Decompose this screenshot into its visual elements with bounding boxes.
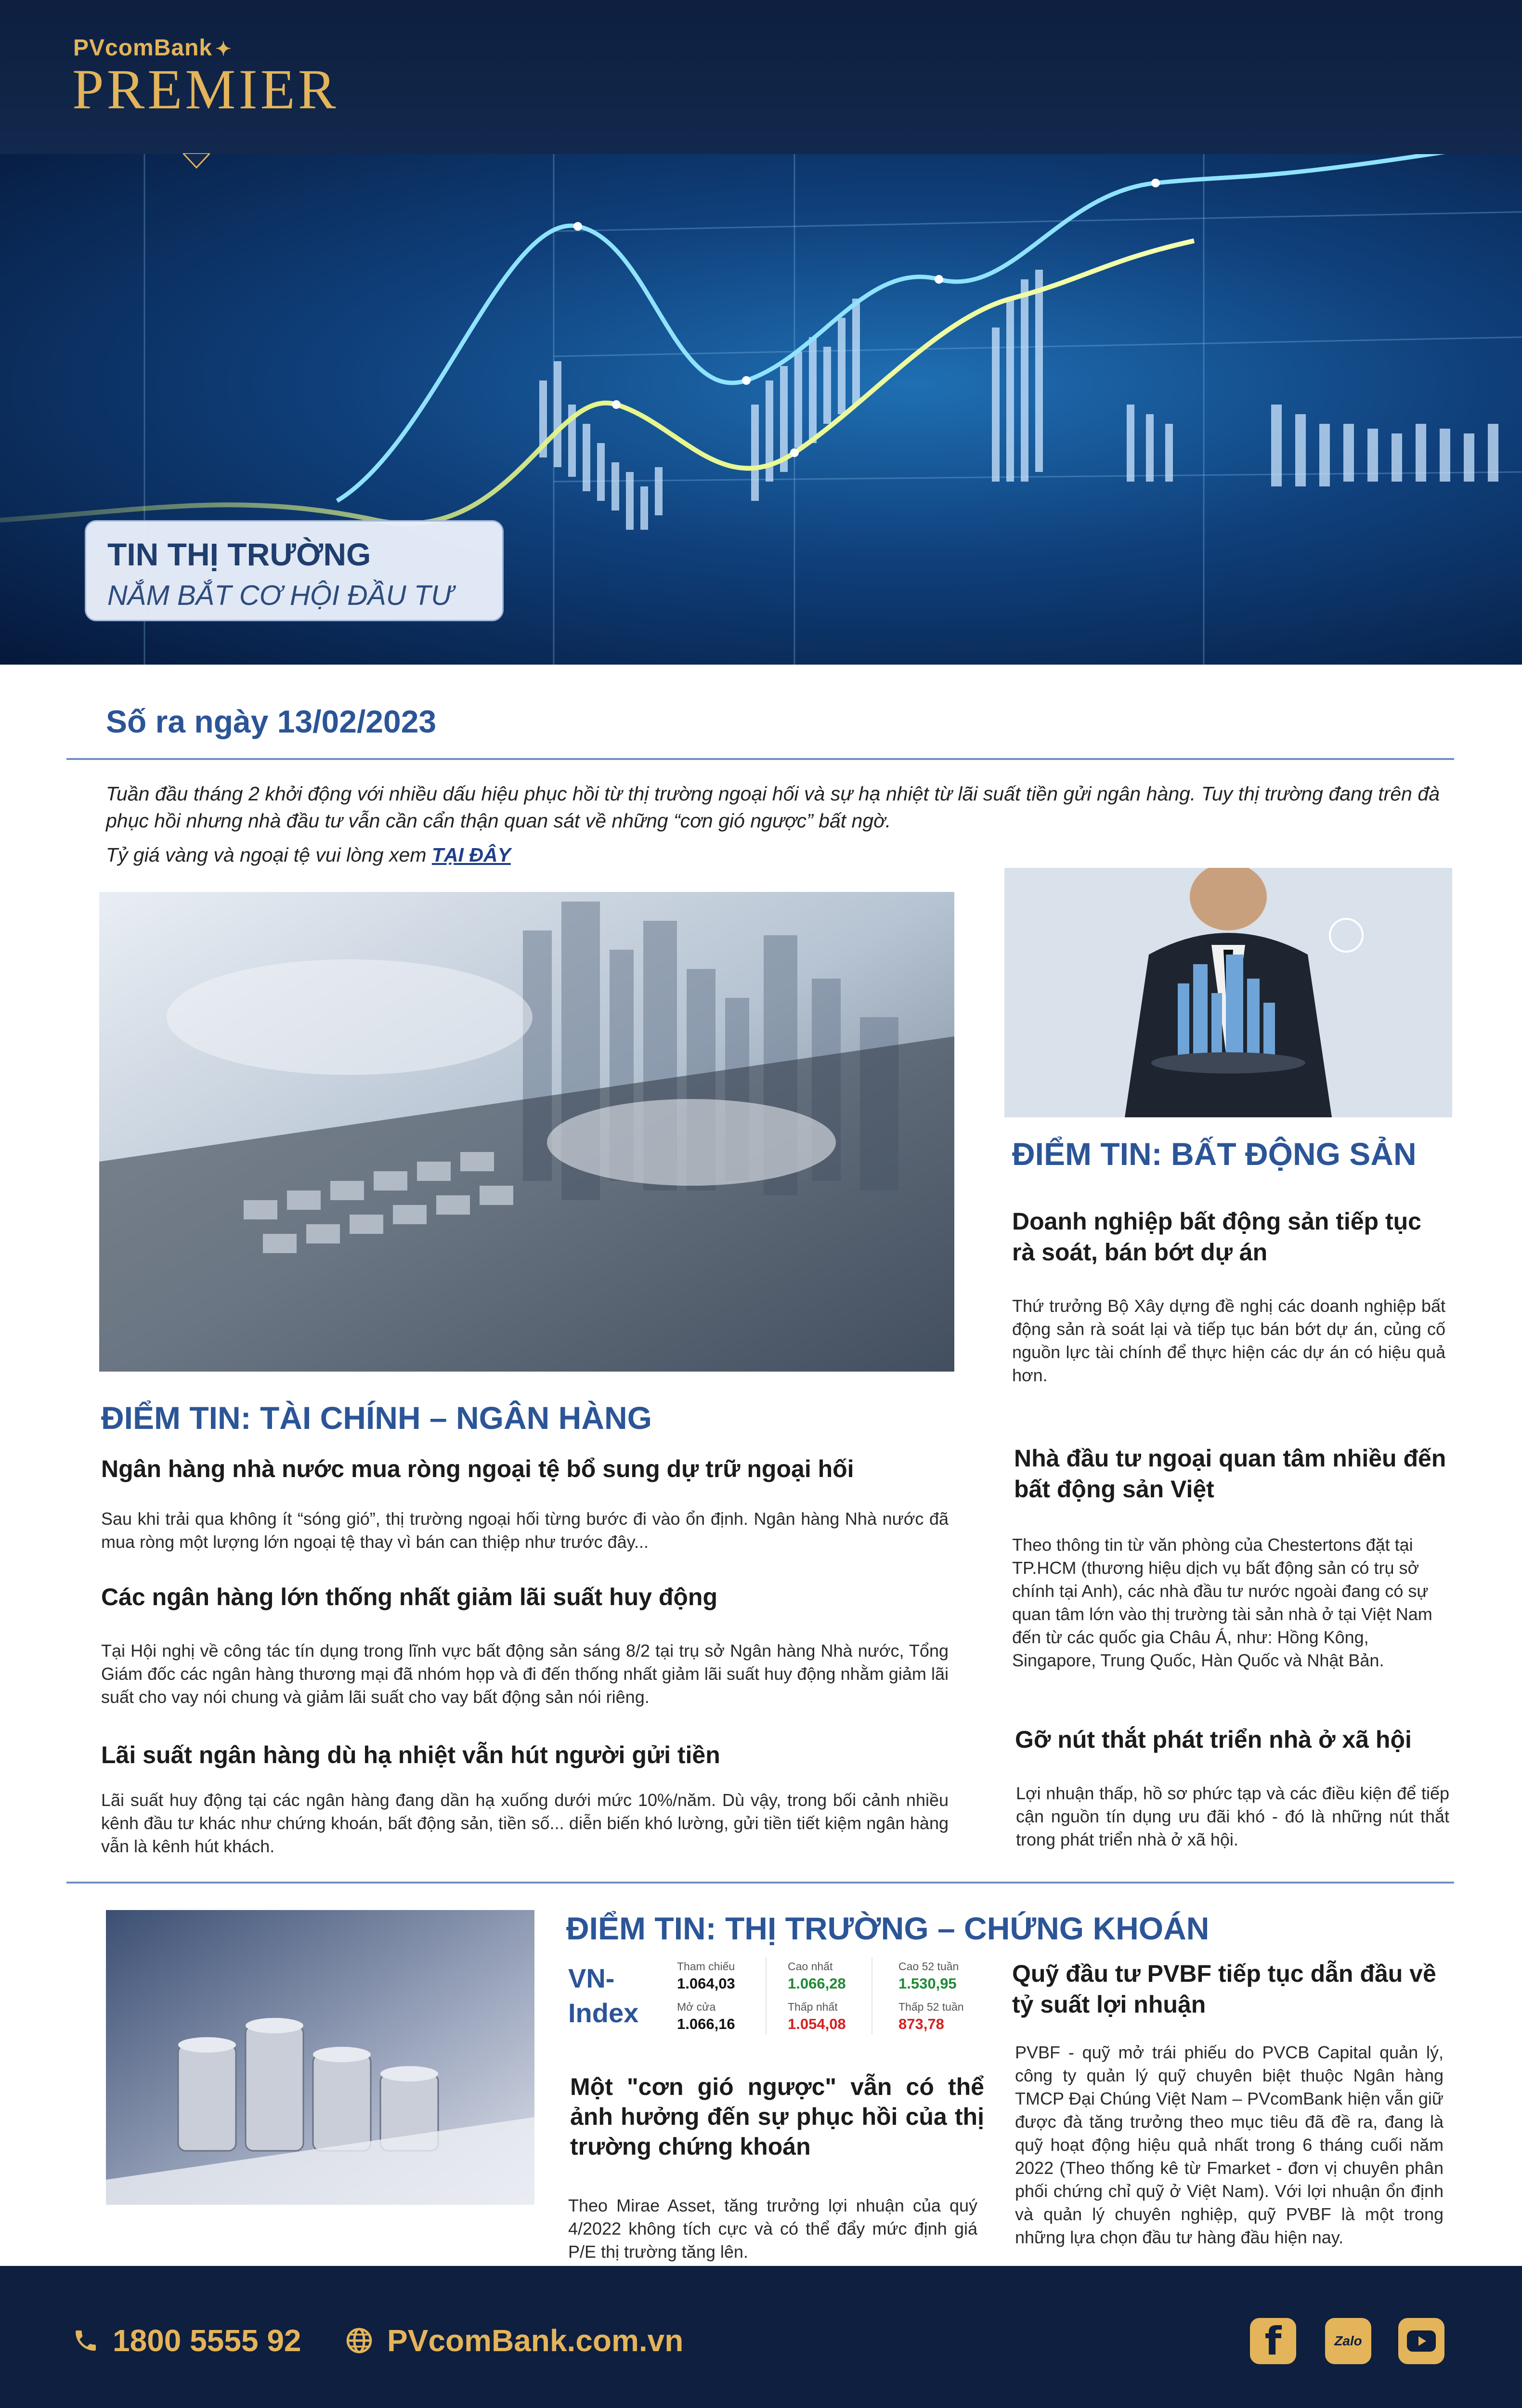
vn-value: 1.066,16 xyxy=(677,2015,735,2032)
globe-icon xyxy=(345,2326,374,2355)
vn-label: Cao 52 tuần xyxy=(898,1960,959,1973)
header-bar xyxy=(0,0,1522,154)
article-body: Tại Hội nghị về công tác tín dụng trong lĩnh vực bất động sản sáng 8/2 tại trụ sở Ngân hàng Nhà nước, Tổng Giám đốc các ngân hàng thương mại đã nhóm họp và đi đến thống nhất giảm lãi suất huy động nhằm giảm lãi suất cho vay nói chung và giảm lãi suất cho vay bất động sản nói riêng. xyxy=(101,1641,949,1707)
divider xyxy=(66,1882,1454,1884)
rate-link[interactable]: TẠI ĐÂY xyxy=(431,844,511,866)
hero-subtitle: NẮM BẮT CƠ HỘI ĐẦU TƯ xyxy=(107,580,454,611)
vn-value: 1.054,08 xyxy=(788,2015,846,2032)
star-icon: ✦ xyxy=(215,39,232,60)
article-title[interactable]: Một "cơn gió ngược" vẫn có thể ảnh hưởng đến sự phục hồi của thị trường chứng khoán xyxy=(570,2073,984,2160)
brand-small-text: PVcomBank xyxy=(73,35,213,61)
rate-line xyxy=(106,844,511,866)
divider xyxy=(66,758,1454,760)
article-title[interactable]: Gỡ nút thắt phát triển nhà ở xã hội xyxy=(1015,1726,1412,1753)
article-title[interactable]: Quỹ đầu tư PVBF tiếp tục dẫn đầu về tỷ suất lợi nhuận xyxy=(1012,1960,1436,2018)
article-title[interactable]: Nhà đầu tư ngoại quan tâm nhiều đến bất động sản Việt xyxy=(1014,1445,1446,1503)
vnindex-label-line2: Index xyxy=(568,1998,639,2028)
youtube-icon[interactable] xyxy=(1398,2318,1444,2364)
vn-value: 873,78 xyxy=(898,2015,944,2032)
intro-paragraph: Tuần đầu tháng 2 khởi động với nhiều dấu hiệu phục hồi từ thị trường ngoại hối và sự hạ nhiệt từ lãi suất tiền gửi ngân hàng. Tuy thị trường đang trên đà phục hồi nhưng nhà đầu tư vẫn cần cẩn thận quan sát về những “cơn gió ngược” bất ngờ. xyxy=(106,783,1440,832)
article-body: Theo Mirae Asset, tăng trưởng lợi nhuận của quý 4/2022 không tích cực và có thể đẩy mức định giá P/E thị trường tăng lên. xyxy=(568,2196,977,2262)
vn-cell-low52 xyxy=(898,2001,995,2033)
phone-icon xyxy=(72,2327,99,2354)
article-title[interactable]: Lãi suất ngân hàng dù hạ nhiệt vẫn hút người gửi tiền xyxy=(101,1741,720,1768)
vn-value: 1.530,95 xyxy=(898,1975,957,1992)
coins-photo xyxy=(106,1910,534,2205)
header-notch xyxy=(183,153,210,170)
vnindex-label xyxy=(568,1961,638,2030)
article-title[interactable]: Các ngân hàng lớn thống nhất giảm lãi suất huy động xyxy=(101,1584,718,1610)
vn-value: 1.064,03 xyxy=(677,1975,735,1992)
section-title-stocks: ĐIỂM TIN: THỊ TRƯỜNG – CHỨNG KHOÁN xyxy=(566,1911,1210,1946)
vn-label: Tham chiếu xyxy=(677,1960,735,1973)
article-body: Sau khi trải qua không ít “sóng gió”, thị trường ngoại hối từng bước đi vào ổn định. Ngân hàng Nhà nước đã mua ròng một lượng lớn ngoại tệ thay vì bán can thiệp như trước đây... xyxy=(101,1509,949,1552)
website-text: PVcomBank.com.vn xyxy=(387,2323,684,2358)
footer-bar xyxy=(0,2266,1522,2408)
vn-label: Thấp nhất xyxy=(788,2001,838,2013)
article-body: Theo thông tin từ văn phòng của Chestertons đặt tại TP.HCM (thương hiệu dịch vụ bất động sản có trụ sở chính tại Anh), các nhà đầu tư nước ngoài đang có sự quan tâm lớn vào thị trường tài sản nhà ở tại Việt Nam đến từ các quốc gia Châu Á, như: Hồng Kông, Singapore, Trung Quốc, Hàn Quốc và Nhật Bản. xyxy=(1012,1535,1432,1670)
rate-line-text: Tỷ giá vàng và ngoại tệ vui lòng xem xyxy=(106,844,432,866)
article-body: PVBF - quỹ mở trái phiếu do PVCB Capital quản lý, công ty quản lý quỹ chuyên biệt thuộc Ngân hàng TMCP Đại Chúng Việt Nam – PVcomBank hiện vẫn giữ được đà tăng trưởng theo mục tiêu đã đề ra, đang là quỹ hoạt động hiệu quả nhất trong 6 tháng cuối năm 2022 (Theo thống kê từ Fmarket - đơn vị chuyên phân phối chứng chỉ quỹ ở Việt Nam). Với lợi nhuận ổn định và quản lý chuyên nghiệp, quỹ PVBF là một trong những lựa chọn đầu tư hàng đầu hiện nay. xyxy=(1015,2042,1444,2247)
section-title-real-estate: ĐIỂM TIN: BẤT ĐỘNG SẢN xyxy=(1012,1136,1417,1172)
article-body: Thứ trưởng Bộ Xây dựng đề nghị các doanh nghiệp bất động sản rà soát lại và tiếp tục bán bớt dự án, củng cố nguồn lực tài chính để thực hiện các dự án có hiệu quả hơn. xyxy=(1012,1296,1445,1385)
facebook-icon[interactable]: f xyxy=(1250,2318,1296,2364)
vn-cell-ref xyxy=(677,1960,773,1992)
vn-cell-low xyxy=(788,2001,884,2033)
hero-title: TIN THỊ TRƯỜNG xyxy=(107,537,371,572)
article-body: Lợi nhuận thấp, hồ sơ phức tạp và các điều kiện để tiếp cận nguồn tín dụng ưu đãi khó - đó là những nút thắt trong phát triển nhà ở xã hội. xyxy=(1016,1783,1449,1849)
vn-value: 1.066,28 xyxy=(788,1975,846,1992)
vnindex-label-line1: VN- xyxy=(568,1963,615,1993)
hotline-text: 1800 5555 92 xyxy=(113,2323,301,2358)
vn-label: Mở cửa xyxy=(677,2001,716,2013)
vn-cell-high xyxy=(788,1960,884,1992)
article-title[interactable]: Doanh nghiệp bất động sản tiếp tục rà soát, bán bớt dự án xyxy=(1012,1208,1421,1266)
finance-laptop-photo xyxy=(99,892,954,1372)
article-title[interactable]: Ngân hàng nhà nước mua ròng ngoại tệ bổ sung dự trữ ngoại hối xyxy=(101,1455,854,1482)
vn-cell-high52 xyxy=(898,1960,995,1992)
vn-label: Cao nhất xyxy=(788,1960,833,1973)
section-title-finance: ĐIỂM TIN: TÀI CHÍNH – NGÂN HÀNG xyxy=(101,1400,652,1436)
real-estate-businessman-photo xyxy=(1004,868,1452,1117)
issue-date: Số ra ngày 13/02/2023 xyxy=(106,704,437,739)
vnindex-table xyxy=(664,1955,977,2037)
article-body: Lãi suất huy động tại các ngân hàng đang dần hạ xuống dưới mức 10%/năm. Dù vậy, trong bối cảnh nhiều kênh đầu tư khác như chứng khoán, bất động sản, tiền số... diễn biến khó lường, gửi tiền tiết kiệm ngân hàng vẫn là kênh hút khách. xyxy=(101,1790,949,1856)
hotline[interactable] xyxy=(72,2323,301,2358)
vn-cell-open xyxy=(677,2001,773,2033)
brand-logo-premier[interactable]: PREMIER xyxy=(72,58,339,121)
hero-title-box xyxy=(85,520,504,621)
zalo-icon[interactable] xyxy=(1325,2318,1371,2364)
vn-label: Thấp 52 tuần xyxy=(898,2001,964,2013)
website-link[interactable] xyxy=(345,2323,683,2358)
zalo-text: Zalo xyxy=(1334,2333,1362,2348)
